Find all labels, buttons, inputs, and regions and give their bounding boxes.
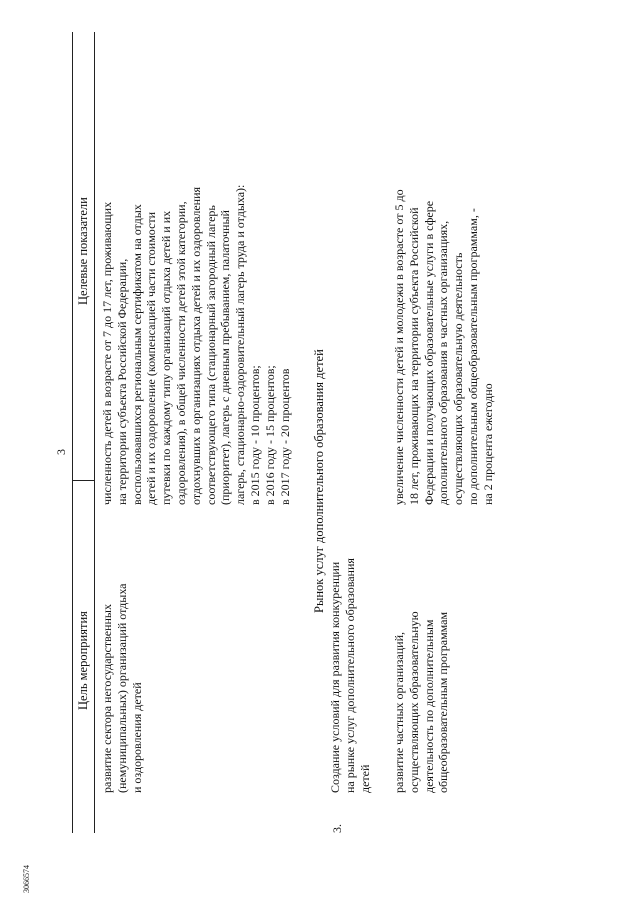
item-title (328, 558, 372, 793)
targets-cell-top (100, 185, 292, 505)
text-line: деятельность по дополнительным (421, 619, 436, 793)
text-line: на рынке услуг дополнительного образования (342, 558, 357, 793)
text-line: соответствующего типа (стационарный загородный лагерь (203, 205, 218, 505)
item-number: 3. (330, 824, 344, 833)
table-header-rule (94, 32, 95, 833)
text-line: численность детей в возрасте от 7 до 17 лет, проживающих (100, 201, 114, 505)
text-line: дополнительного образования в частных организациях, (436, 220, 451, 505)
goal-cell-bottom (392, 611, 451, 793)
targets-cell-bottom (392, 189, 496, 505)
text-line: Федерации и получающих образовательные услуги в сфере (421, 200, 436, 505)
text-line: воспользовавшихся региональным сертификатом на отдых (129, 204, 144, 505)
table-top-rule (72, 32, 73, 833)
column-divider (72, 480, 94, 481)
page-number: 3 (54, 449, 68, 455)
header-goal: Цель мероприятия (76, 611, 90, 710)
text-line: в 2017 году - 20 процентов (277, 368, 292, 505)
section-title: Рынок услуг дополнительного образования детей (312, 349, 326, 613)
text-line: развитие частных организаций, (392, 632, 406, 793)
text-line: Создание условий для развития конкуренции (328, 561, 342, 793)
text-line: лагерь, стационарно-оздоровительный лагерь труда и отдыха): (233, 184, 248, 505)
text-line: 18 лет, проживающих на территории субъекта Российской (406, 207, 421, 505)
text-line: отдохнувших в организациях отдыха детей и их оздоровления (188, 186, 203, 505)
text-line: детей (357, 764, 372, 793)
text-line: по дополнительным общеобразовательным программам, - (465, 208, 480, 505)
text-line: детей и их оздоровление (компенсацией части стоимости (144, 211, 159, 505)
text-line: на 2 процента ежегодно (480, 383, 495, 505)
text-line: увеличение численности детей и молодежи в возрасте от 5 до (392, 189, 406, 505)
text-line: осуществляющих образовательную деятельность (451, 252, 466, 505)
text-line: в 2015 году - 10 процентов; (247, 365, 262, 505)
text-line: общеобразовательным программам (436, 611, 451, 793)
text-line: (приоритет), лагерь с дневным пребыванием, палаточный (218, 210, 233, 505)
text-line: путевки по каждому типу организаций отдыха детей и их (159, 210, 174, 505)
text-line: на территории субъекта Российской Федерации, (114, 258, 129, 505)
header-targets: Целевые показатели (76, 197, 90, 305)
text-line: и оздоровления детей (129, 682, 144, 793)
text-line: осуществляющих образовательную (406, 611, 421, 793)
goal-cell-top (100, 583, 144, 793)
text-line: в 2016 году - 15 процентов; (262, 365, 277, 505)
text-line: (немуниципальных) организаций отдыха (114, 583, 129, 793)
text-line: оздоровления), в общей численности детей этой категории, (173, 201, 188, 505)
document-code: 3066574 (22, 865, 31, 893)
text-line: развитие сектора негосударственных (100, 604, 114, 793)
